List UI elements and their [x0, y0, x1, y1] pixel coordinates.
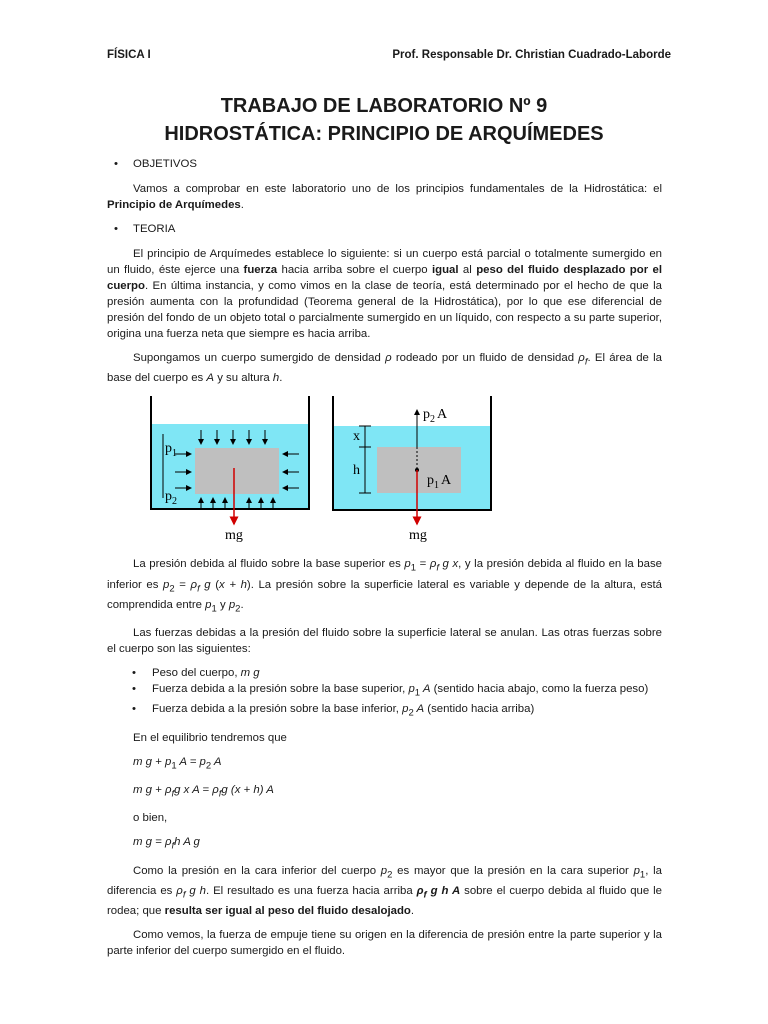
subscript: f: [584, 356, 588, 368]
equation-3: m $g = \rho_fh$ A g: [133, 836, 200, 852]
right-container: [333, 396, 491, 543]
left-container: [151, 396, 309, 543]
symbol: ρ: [176, 884, 183, 897]
subscript: 1: [410, 562, 416, 574]
symbol: ρ: [190, 578, 198, 591]
text-run: , y la presión debida al fluido en la base inferior es: [107, 558, 662, 591]
subscript: 2: [235, 603, 241, 615]
title-line-1: TRABAJO DE LABORATORIO Nº 9: [220, 95, 548, 117]
text-run: Como la presión en la cara inferior del cuerpo: [133, 864, 381, 877]
text-run: =: [174, 578, 191, 591]
symbol: g h: [185, 884, 206, 897]
label-mg-left: mg: [225, 528, 243, 544]
text-run: . En última instancia, y como vimos en la clase de teoría, está determinado por el hecho de que la presión aumenta con la profundidad (Teorema general de la Hidrostática), por lo que ese diferencial de presión del fondo de un objeto total o parcialmente sumergido en un líquido, con respecto a su parte superior, origina una fuerza neta que siempre es hacia arriba.: [107, 280, 662, 340]
left-block: [195, 448, 279, 494]
symbol: x + h: [219, 578, 247, 591]
text-run: (: [215, 578, 220, 591]
subscript: f: [182, 889, 186, 901]
symbol: ρ: [416, 884, 424, 897]
conclusion-paragraph: Como vemos, la fuerza de empuje tiene su origen en la diferencia de presión entre la parte superior y la parte inferior del cuerpo sumergido en el fluido.: [107, 929, 662, 958]
header-professor: Prof. Responsable Dr. Christian Cuadrado-Laborde: [392, 49, 671, 61]
o-bien-text: o bien,: [133, 812, 168, 825]
text-run: .: [240, 199, 244, 211]
buoyancy-paragraph: [107, 863, 662, 920]
text-bold: fuerza: [243, 264, 278, 276]
text-run: rodeado por un fluido de densidad: [391, 352, 579, 364]
document-body: [107, 156, 662, 967]
text-run: El principio de Arquímedes establece lo siguiente: si un cuerpo está parcial o totalmente sumergido en un fluido, éste ejerce una: [107, 248, 662, 276]
text-bold: peso del fluido desplazado por el cuerpo: [107, 264, 663, 292]
symbol: p: [633, 864, 640, 877]
forces-intro-paragraph: Las fuerzas debidas a la presión del fluido sobre la superficie lateral se anulan. Las otras fuerzas sobre el cuerpo son las siguientes:: [107, 627, 662, 656]
text-run: ). La presión sobre la superficie lateral es variable y depende de la altura, está comprendida entre: [107, 578, 663, 611]
title-line-2: HIDROSTÁTICA: PRINCIPIO DE ARQUÍMEDES: [164, 123, 604, 145]
subscript: f: [423, 889, 427, 901]
label-h: h: [353, 463, 360, 479]
text-run: y su altura: [214, 372, 273, 385]
subscript: f: [436, 562, 439, 574]
label-p1-left: $p_1$: [165, 441, 177, 460]
text-run: .: [279, 372, 283, 385]
text-run: Supongamos un cuerpo sumergido de densidad: [133, 352, 386, 364]
equation-2: m $g + \rho_fg$ x $A = \rho_fg$ (x + h) A: [133, 783, 274, 800]
symbol: p: [228, 598, 236, 611]
symbol-A: A: [206, 372, 215, 385]
symbol-rho-f: ρ: [578, 352, 585, 364]
text-run: Vamos a comprobar en este laboratorio uno de los principios fundamentales de la Hidrostática: el: [133, 183, 662, 195]
teoria-paragraph-2: [107, 350, 662, 386]
symbol-rho: ρ: [385, 352, 392, 364]
objetivos-paragraph: [107, 181, 662, 213]
label-p1A: $p_1$ A: [427, 473, 452, 492]
equilibrium-intro: En el equilibrio tendremos que: [133, 731, 287, 744]
archimedes-figure: [107, 394, 662, 544]
teoria-paragraph-1: [107, 246, 662, 342]
text-run: .: [240, 598, 244, 611]
label-x: x: [353, 429, 360, 445]
archimedes-diagram: [107, 394, 662, 544]
forces-list: [107, 665, 662, 722]
document-title: [0, 92, 768, 148]
text-run: , la diferencia es: [107, 864, 662, 897]
section-teoria: • TEORIA: [107, 221, 662, 237]
subscript: 1: [211, 603, 217, 615]
section-objetivos: • OBJETIVOS: [107, 156, 662, 172]
symbol: p: [205, 598, 212, 611]
text-run: =: [416, 558, 430, 571]
text-run: . El área de la base del cuerpo es: [107, 352, 662, 385]
symbol: p: [163, 578, 170, 591]
text-bold: igual: [431, 264, 459, 276]
header-course: FÍSICA I: [107, 49, 151, 61]
list-item: • Fuerza debida a la presión sobre la base superior, $p_1$ A (sentido hacia abajo, como la fuerza peso): [107, 681, 662, 701]
text-run: al: [458, 264, 477, 276]
page-header: [107, 47, 671, 63]
symbol: p: [380, 864, 388, 877]
label-mg-right: mg: [409, 528, 427, 544]
text-run: y: [216, 598, 229, 611]
symbol-h: h: [272, 372, 280, 385]
subscript: 2: [387, 868, 393, 880]
text-run: . El resultado es una fuerza hacia arriba: [205, 884, 417, 897]
symbol: p: [404, 558, 411, 571]
text-run: .: [410, 905, 415, 918]
subscript: f: [197, 582, 200, 594]
symbol: ρ: [429, 558, 437, 571]
label-p2-left: $p_2$: [165, 489, 177, 508]
text-run: hacia arriba sobre el cuerpo: [277, 264, 432, 276]
subscript: 1: [639, 868, 646, 880]
list-item: • Peso del cuerpo, m g: [107, 665, 662, 681]
list-item: • Fuerza debida a la presión sobre la base inferior, $p_2$ A (sentido hacia arriba): [107, 701, 662, 721]
text-bold: Principio de Arquímedes: [107, 199, 241, 211]
symbol: g h A: [426, 884, 461, 897]
label-p2A: $p_2$ A: [423, 407, 448, 426]
pressure-paragraph: [107, 556, 662, 617]
equation-1: m $g + p_1$ $A = p_2$ A: [133, 755, 222, 771]
subscript: 2: [169, 582, 175, 594]
text-run: sobre el cuerpo debida al fluido que le rodea; que: [107, 884, 663, 918]
text-run: es mayor que la presión en la cara superior: [392, 864, 634, 877]
symbol: g: [199, 578, 216, 591]
text-run: La presión debida al fluido sobre la base superior es: [133, 558, 405, 571]
text-bold: resulta ser igual al peso del fluido desalojado: [164, 905, 411, 918]
symbol: g x: [438, 558, 459, 571]
